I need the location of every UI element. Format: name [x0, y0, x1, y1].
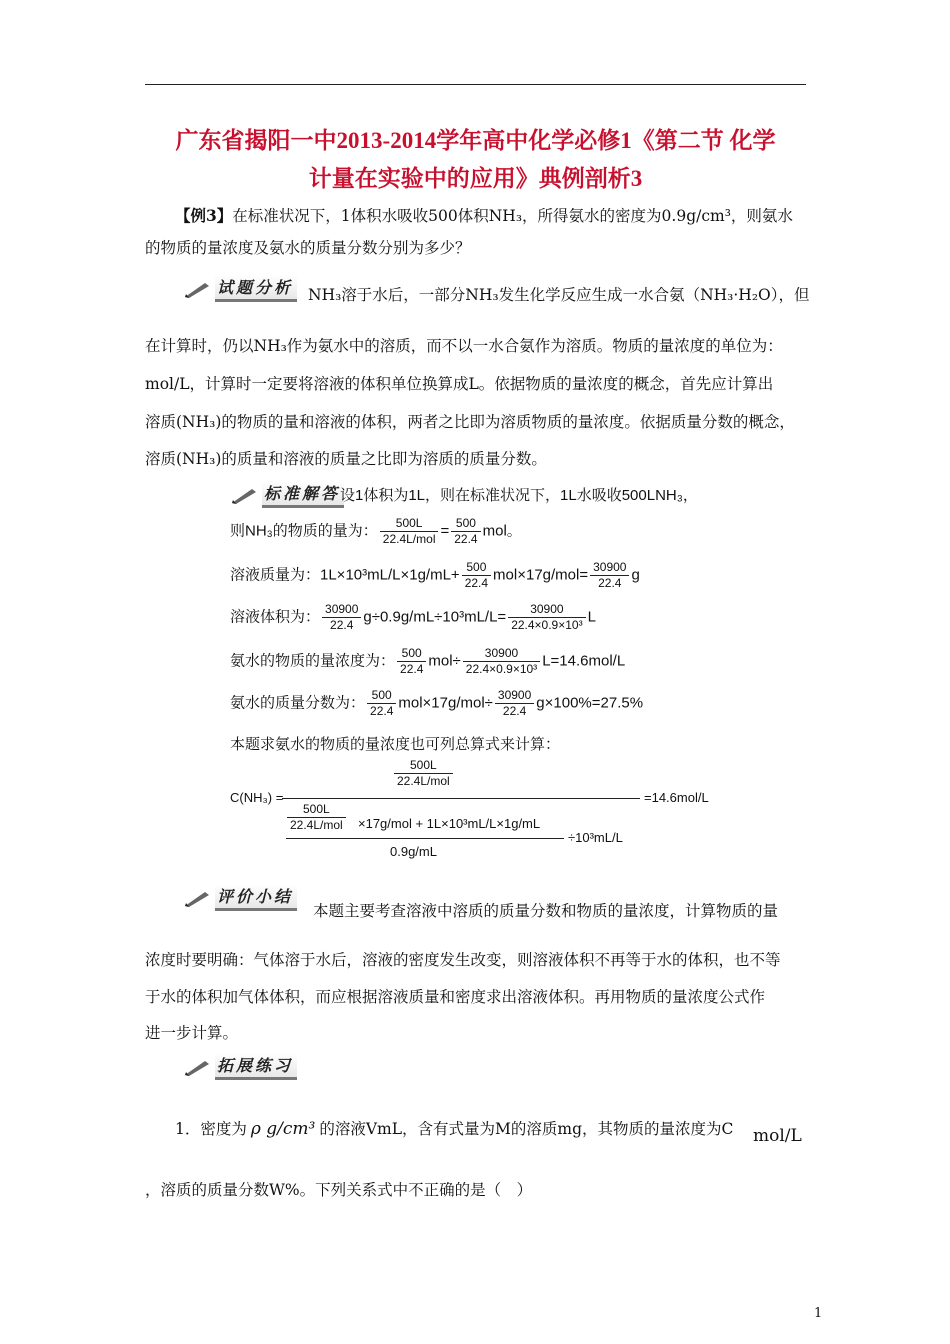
- practice-q1-line2: ，溶质的质量分数W%。下列关系式中不正确的是（ ）: [145, 1181, 533, 1199]
- pen-icon: [183, 279, 211, 299]
- summary-line: 于水的体积加气体体积，而应根据溶液质量和密度求出溶液体积。再用物质的量浓度公式作: [145, 988, 766, 1006]
- big-fraction-bar: [282, 798, 640, 799]
- badge-answer: 标准解答: [230, 481, 344, 508]
- analysis-line: 溶质(NH₃)的质量和溶液的质量之比即为溶质的质量分数。: [145, 450, 547, 468]
- answer-row1: 则NH₃的物质的量为： $\frac{500L}{\text{22.4L/mol}}$ = $\frac{500}{22.4}$ mol。: [230, 516, 522, 546]
- summary-line: 浓度时要明确：气体溶于水后，溶液的密度发生改变，则溶液体积不再等于水的体积，也不等: [145, 951, 781, 969]
- answer-row2: 溶液质量为：1L×10³mL/L×1g/mL+ $\frac{500}{22.4}$ mol×17g/mol= $\frac{30900}{22.4}$ g: [230, 560, 640, 590]
- practice-q1: 1．密度为 ρ g/cm³ 的溶液VmL，含有式量为M的溶质mg，其物质的量浓度为C: [175, 1119, 734, 1139]
- example-label: 【例3】: [175, 206, 233, 225]
- badge-summary: 评价小结: [183, 884, 297, 911]
- big-formula: C(NH₃) = 500L 22.4L/mol =14.6mol/L 500L 22.4L/mol ×17g/mol + 1L×10³mL/L×1g/mL 0.9g/mL ÷10³mL/L: [230, 758, 709, 859]
- summary-line: 进一步计算。: [145, 1024, 239, 1042]
- answer-first: 设1体积为1L，则在标准状况下，1L水吸收500LNH₃，: [340, 487, 698, 504]
- answer-row5: 氨水的质量分数为： $\frac{500}{22.4}$ mol×17g/mol÷ $\frac{30900}{22.4}$ g×100%=27.5%: [230, 688, 644, 718]
- page-number: 1: [814, 1306, 823, 1321]
- badge-analysis: 试题分析: [183, 275, 297, 302]
- analysis-line: mol/L，计算时一定要将溶液的体积单位换算成L。依据物质的量浓度的概念，首先应计算出: [145, 375, 774, 393]
- sub-fraction-bar: [286, 838, 564, 839]
- analysis-line: 在计算时，仍以NH₃作为氨水中的溶质，而不以一水合氨作为溶质。物质的量浓度的单位为：: [145, 337, 783, 355]
- analysis-first: NH₃溶于水后，一部分NH₃发生化学反应生成一水合氨（NH₃·H₂O），但: [308, 286, 810, 304]
- practice-q1-unit: mol/L: [753, 1126, 802, 1146]
- doc-title-line1: 广东省揭阳一中2013-2014学年高中化学必修1《第二节 化学: [175, 128, 776, 153]
- pen-icon: [183, 888, 211, 908]
- pen-icon: [230, 485, 258, 505]
- example-line1: 【例3】在标准状况下，1体积水吸收500体积NH₃，所得氨水的密度为0.9g/cm³，则氨水: [175, 206, 793, 225]
- example-line2: 的物质的量浓度及氨水的质量分数分别为多少？: [145, 239, 471, 257]
- header-rule: [145, 84, 806, 85]
- summary-first: 本题主要考查溶液中溶质的质量分数和物质的量浓度，计算物质的量: [313, 902, 779, 920]
- badge-practice: 拓展练习: [183, 1053, 297, 1080]
- pen-icon: [183, 1057, 211, 1077]
- analysis-line: 溶质(NH₃)的物质的量和溶液的体积，两者之比即为溶质物质的量浓度。依据质量分数的概念，: [145, 413, 795, 431]
- doc-title-line2: 计量在实验中的应用》典例剖析3: [308, 166, 643, 191]
- answer-row6: 本题求氨水的物质的量浓度也可列总算式来计算：: [230, 736, 561, 753]
- answer-row3: 溶液体积为： $\frac{30900}{22.4}$ g÷0.9g/mL÷10³mL/L= $\frac{30900}{\text{22.4×0.9×10³}}$ L: [230, 602, 596, 632]
- answer-row4: 氨水的物质的量浓度为： $\frac{500}{22.4}$ mol÷ $\frac{30900}{\text{22.4×0.9×10³}}$ L=14.6mol/L: [230, 646, 626, 676]
